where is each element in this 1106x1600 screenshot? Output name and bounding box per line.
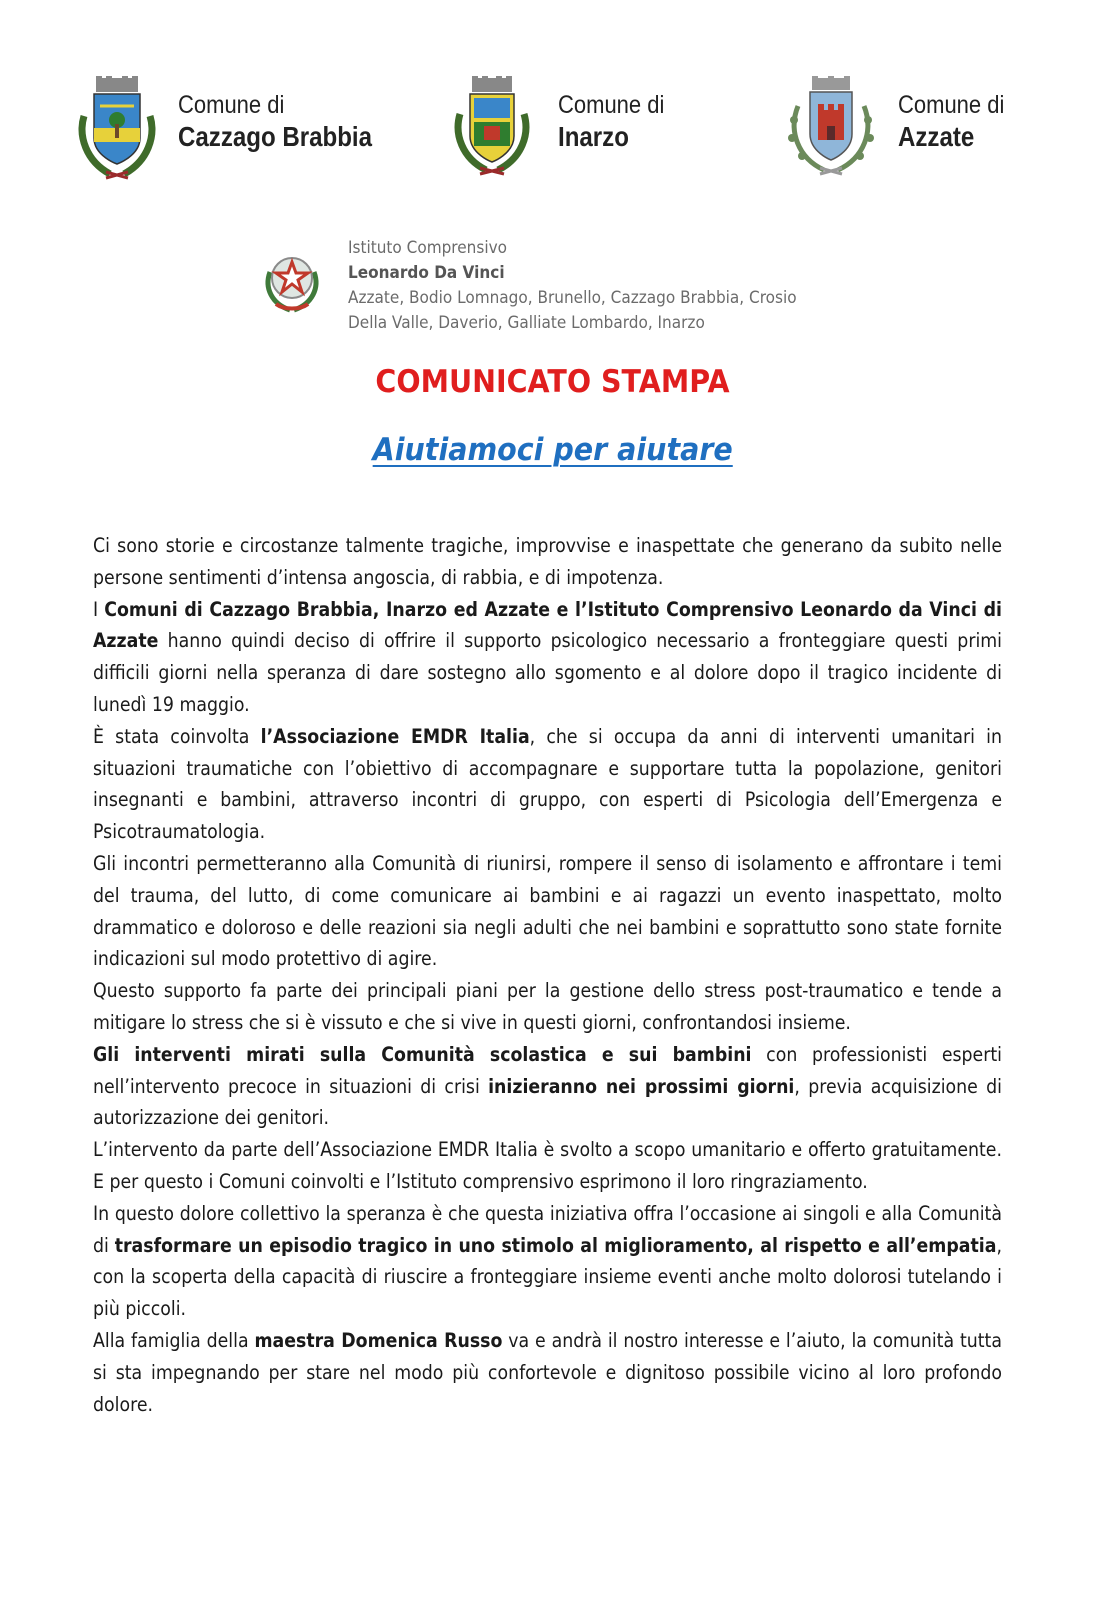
paragraph-8 xyxy=(93,1198,1002,1325)
document-title-text: COMUNICATO STAMPA xyxy=(375,364,731,400)
paragraph-8-bold: trasformare un episodio tragico in uno stimolo al miglioramento, al rispetto e all’empatia xyxy=(114,1233,997,1257)
paragraph-9-c: va e andrà il nostro interesse e l’aiuto, la comunità tutta si sta impegnando per stare nel modo più confortevole e dignitoso possibile vicino al loro profondo dolore. xyxy=(93,1328,1002,1416)
school-line-4: Della Valle, Daverio, Galliate Lombardo, Inarzo xyxy=(348,313,705,333)
paragraph-3-bold: l’Associazione EMDR Italia xyxy=(260,724,530,748)
cazzago-brabbia-crest-icon xyxy=(76,76,158,180)
school-line-3: Azzate, Bodio Lomnago, Brunello, Cazzago Brabbia, Crosio xyxy=(348,288,797,308)
inarzo-crest-icon xyxy=(452,76,532,176)
comune-name: Azzate xyxy=(898,121,975,152)
school-name: Leonardo Da Vinci xyxy=(348,263,505,283)
paragraph-2-bold: Comuni di Cazzago Brabbia, Inarzo ed Azzate e l’Istituto Comprensivo Leonardo da Vinci di Azzate xyxy=(93,597,1003,653)
paragraph-5: Questo supporto fa parte dei principali piani per la gestione dello stress post-traumatico e tende a mitigare lo stress che si è vissuto e che si vive in questi giorni, confrontandosi insieme. xyxy=(93,979,1002,1034)
comune-prefix: Comune di xyxy=(178,91,285,119)
document-subtitle xyxy=(0,432,1106,468)
paragraph-6-bold-2: inizieranno nei prossimi giorni xyxy=(488,1074,795,1098)
paragraph-6-d: , previa acquisizione di autorizzazione dei genitori. xyxy=(93,1074,1002,1130)
paragraph-2-a: I xyxy=(93,597,105,621)
paragraph-6-bold-1: Gli interventi mirati sulla Comunità scolastica e sui bambini xyxy=(93,1042,752,1066)
paragraph-7: L’intervento da parte dell’Associazione EMDR Italia è svolto a scopo umanitario e offerto gratuitamente. E per questo i Comuni coinvolti e l’Istituto comprensivo esprimono il loro ringraziamento. xyxy=(93,1138,1002,1193)
paragraph-6 xyxy=(93,1039,1002,1134)
paragraph-3-c: , che si occupa da anni di interventi umanitari in situazioni traumatiche con l’obiettivo di accompagnare e supportare tutta la popolazione, genitori insegnanti e bambini, attraverso incontri di gruppo, con esperti di Psicologia dell’Emergenza e Psicotraumatologia. xyxy=(93,724,1002,844)
paragraph-9-a: Alla famiglia della xyxy=(93,1328,255,1352)
paragraph-9 xyxy=(93,1325,1002,1420)
comune-name: Inarzo xyxy=(558,121,629,152)
press-release-body xyxy=(93,530,1002,1420)
azzate-crest-icon xyxy=(786,76,876,176)
paragraph-8-a: In questo dolore collettivo la speranza è che questa iniziativa offra l’occasione ai singoli e alla Comunità di xyxy=(93,1201,1002,1257)
paragraph-4: Gli incontri permetteranno alla Comunità di riunirsi, rompere il senso di isolamento e affrontare i temi del trauma, del lutto, di come comunicare ai bambini e ai ragazzi un evento inaspettato, molto drammatico e doloroso e delle reazioni sia negli adulti che nei bambini e soprattutto sono state fornite indicazioni sul modo protettivo di agire. xyxy=(93,851,1002,971)
italian-republic-emblem-icon xyxy=(262,248,322,314)
paragraph-2-c: hanno quindi deciso di offrire il supporto psicologico necessario a fronteggiare questi primi difficili giorni nella speranza di dare sostegno allo sgomento e al dolore dopo il tragico incidente di lunedì 19 maggio. xyxy=(93,629,1003,716)
paragraph-3-a: È stata coinvolta xyxy=(93,724,261,748)
paragraph-6-b: con professionisti esperti nell’intervento precoce in situazioni di crisi xyxy=(93,1042,1002,1098)
comune-prefix: Comune di xyxy=(898,91,1005,119)
paragraph-9-bold: maestra Domenica Russo xyxy=(254,1328,503,1352)
comune-name: Cazzago Brabbia xyxy=(178,121,373,152)
paragraph-1: Ci sono storie e circostanze talmente tragiche, improvvise e inaspettate che generano da subito nelle persone sentimenti d’intensa angoscia, di rabbia, e di impotenza. xyxy=(93,534,1002,589)
document-subtitle-text: Aiutiamoci per aiutare xyxy=(372,432,734,468)
document-title xyxy=(0,364,1106,400)
school-line-1: Istituto Comprensivo xyxy=(348,238,508,258)
paragraph-8-c: , con la scoperta della capacità di riuscire a fronteggiare insieme eventi anche molto dolorosi tutelando i più piccoli. xyxy=(93,1233,1002,1321)
comune-prefix: Comune di xyxy=(558,91,665,119)
paragraph-2 xyxy=(93,594,1002,721)
paragraph-3 xyxy=(93,721,1002,848)
